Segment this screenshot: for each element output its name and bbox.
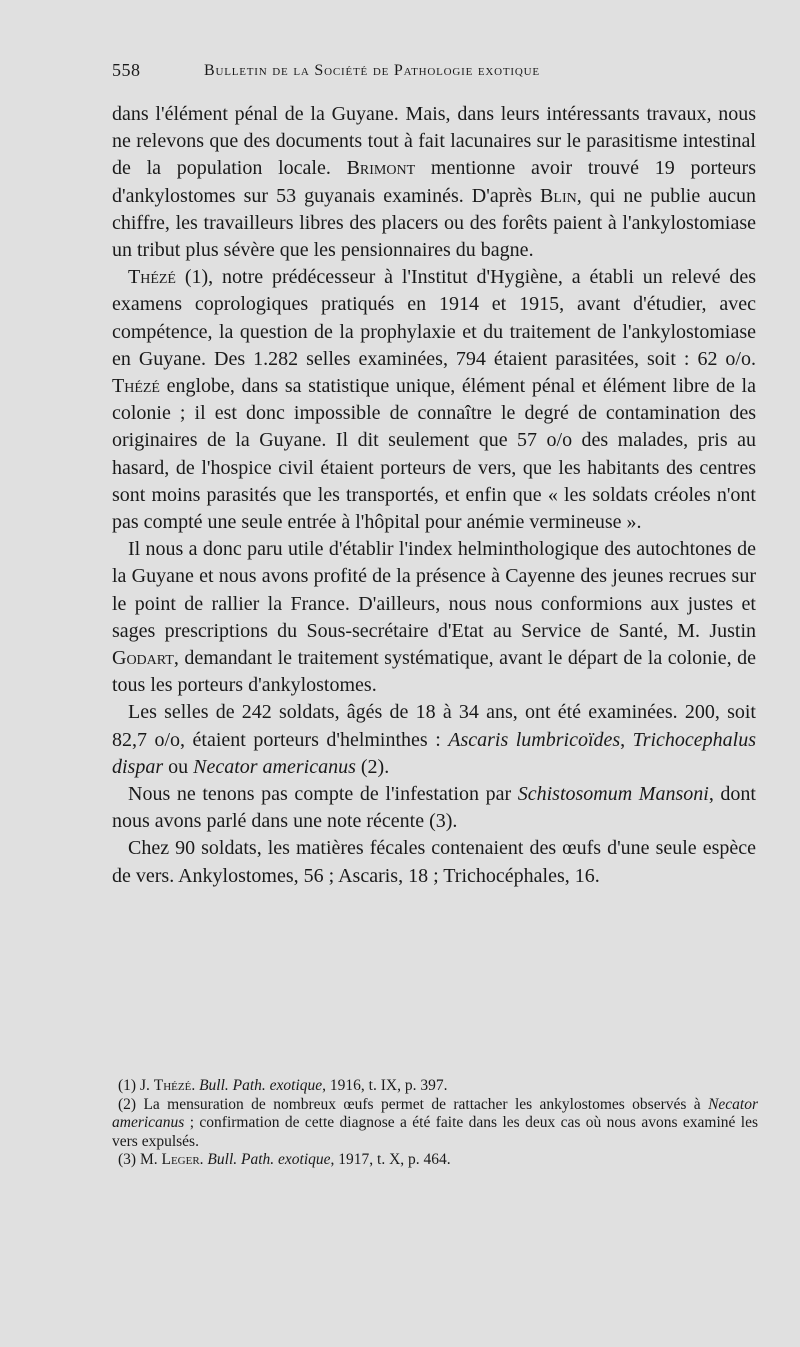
text-run: Nous ne tenons pas compte de l'infestation par [128, 783, 518, 806]
text-run: , 1917, t. X, p. 464. [330, 1151, 451, 1169]
body-text [112, 101, 756, 890]
paragraph [112, 264, 756, 536]
page-header [112, 60, 672, 90]
paragraph [112, 536, 756, 699]
text-run: (2) La mensuration de nombreux œufs permet de rattacher les ankylostomes observés à [118, 1095, 709, 1113]
paragraph [112, 835, 756, 889]
text-run: ; confirmation de cette diagnose a été faite dans les deux cas où nous avons examiné les vers expulsés. [112, 1114, 758, 1150]
text-run: , qui ne publie aucun chiffre, les travailleurs libres des placers ou des forêts paient à l'ankylostomiase un tribut plus sévère que les pensionnaires du bagne. [112, 184, 756, 262]
text-run: mentionne avoir trouvé 19 porteurs d'ankylostomes sur 53 guyanais examinés. D'après [112, 157, 756, 207]
paragraph [112, 699, 756, 781]
italic-text: Necator americanus [193, 755, 356, 778]
text-run: . [191, 1077, 200, 1094]
italic-text: Bull. Path. exotique [199, 1077, 323, 1094]
footnote [112, 1077, 758, 1096]
text-run: (1) J. [118, 1077, 154, 1094]
footnotes [112, 1077, 758, 1170]
page-number: 558 [112, 60, 141, 80]
author-name: Godart [112, 647, 174, 670]
text-run: , dont nous avons parlé dans une note récente (3). [112, 783, 756, 833]
author-name: Brimont [346, 157, 416, 180]
text-run: Chez 90 soldats, les matières fécales contenaient des œufs d'une seule espèce de vers. Ankylostomes, 56 ; Ascaris, 18 ; Trichocéphales, 16. [112, 837, 756, 887]
text-run: englobe, dans sa statistique unique, élément pénal et élément libre de la colonie ; il est donc impossible de connaître le degré de contamination des originaires de la Guyane. Il dit seulement que 57 o/o des malades, pris au hasard, de l'hospice civil étaient porteurs de vers, que les habitants des centres sont moins parasités que les transportés, et enfin que « les soldats créoles n'ont pas compté une seule entrée à l'hôpital pour anémie vermineuse ». [112, 375, 756, 534]
footnote [112, 1151, 758, 1170]
author-name: Blin [540, 184, 577, 207]
author-name: Thézé [112, 375, 160, 398]
author-name: Thézé [153, 1077, 192, 1094]
paragraph [112, 781, 756, 835]
text-run: dans l'élément pénal de la Guyane. Mais, dans leurs intéressants travaux, nous ne relevons que des documents tout à fait lacunaires sur le parasitisme intestinal de la population locale. [112, 103, 756, 180]
text-run: (2). [355, 755, 390, 778]
text-run: (1), notre prédécesseur à l'Institut d'Hygiène, a établi un relevé des examens coprologiques pratiqués en 1914 et 1915, avant d'étudier, avec compétence, la question de la prophylaxie et du traitement de l'ankylostomiase en Guyane. Des 1.282 selles examinées, 794 étaient parasitées, soit : 62 o/o. [112, 266, 756, 370]
text-run: ou [163, 755, 194, 778]
italic-text: Bull. Path. exotique [207, 1151, 331, 1169]
italic-text: Schistosomum Mansoni [517, 783, 709, 806]
text-run: (3) M. [118, 1151, 162, 1169]
text-run: . [199, 1151, 208, 1169]
text-run: Il nous a donc paru utile d'établir l'index helminthologique des autochtones de la Guyane et nous avons profité de la présence à Cayenne des jeunes recrues sur le point de rallier la France. D'ailleurs, nous nous conformions aux justes et sages prescriptions du Sous-secrétaire d'Etat au Service de Santé, M. Justin [112, 538, 756, 642]
text-run: , [620, 728, 633, 751]
running-head: Bulletin de la Société de Pathologie exotique [204, 62, 540, 79]
author-name: Thézé [128, 266, 176, 289]
italic-text: Necator americanus [112, 1095, 758, 1132]
text-run: , 1916, t. IX, p. 397. [322, 1077, 448, 1094]
text-run: Les selles de 242 soldats, âgés de 18 à 34 ans, ont été examinées. 200, soit 82,7 o/o, étaient porteurs d'helminthes : [112, 701, 756, 751]
italic-text: Trichocephalus dispar [112, 728, 757, 778]
text-run: , demandant le traitement systématique, avant le départ de la colonie, de tous les porteurs d'ankylostomes. [112, 647, 756, 697]
paragraph [112, 101, 756, 264]
author-name: Leger [161, 1151, 200, 1169]
footnote [112, 1096, 758, 1152]
italic-text: Ascaris lumbricoïdes [448, 728, 621, 751]
